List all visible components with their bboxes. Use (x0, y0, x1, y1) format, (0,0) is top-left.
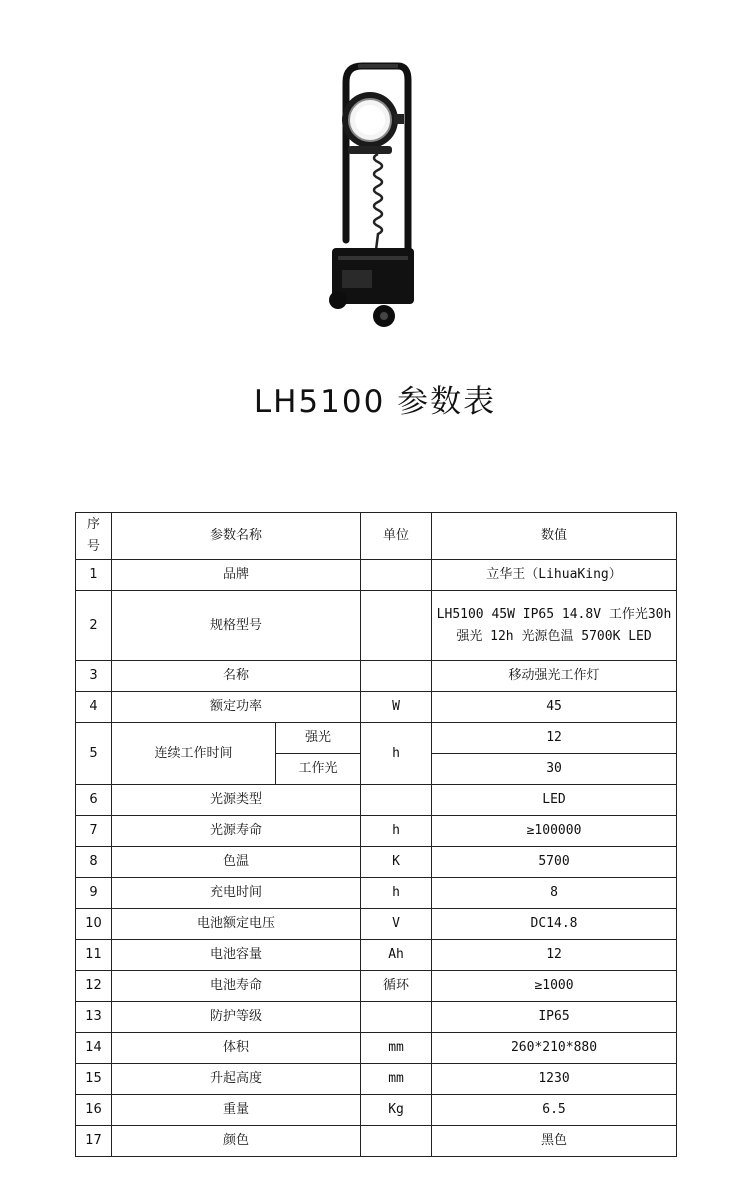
row-value: IP65 (432, 1002, 677, 1033)
row-unit: h (361, 816, 432, 847)
row-value: 45 (432, 692, 677, 723)
table-row (76, 591, 677, 661)
table-row (76, 847, 677, 878)
row-value: 5700 (432, 847, 677, 878)
row-unit: Ah (361, 940, 432, 971)
row-seq: 14 (76, 1033, 112, 1064)
row-name: 额定功率 (112, 692, 361, 723)
row-seq: 12 (76, 971, 112, 1002)
row-seq: 11 (76, 940, 112, 971)
row-seq: 4 (76, 692, 112, 723)
row-seq: 5 (76, 723, 112, 785)
row-value: 12 (432, 940, 677, 971)
row-unit (361, 560, 432, 591)
page-title: LH5100 参数表 (253, 384, 497, 420)
table-row (76, 909, 677, 940)
row-name: 电池额定电压 (112, 909, 361, 940)
row-subname: 工作光 (276, 754, 361, 785)
table-row (76, 692, 677, 723)
table-row (76, 723, 677, 754)
row-seq: 6 (76, 785, 112, 816)
table-row (76, 1064, 677, 1095)
table-row (76, 1095, 677, 1126)
row-name: 充电时间 (112, 878, 361, 909)
row-name: 规格型号 (112, 591, 361, 661)
row-value: 30 (432, 754, 677, 785)
row-value: 黑色 (432, 1126, 677, 1157)
row-name: 色温 (112, 847, 361, 878)
row-name: 颜色 (112, 1126, 361, 1157)
table-row (76, 816, 677, 847)
row-unit: mm (361, 1033, 432, 1064)
row-unit: h (361, 723, 432, 785)
row-value: ≥100000 (432, 816, 677, 847)
row-value: 12 (432, 723, 677, 754)
row-name: 连续工作时间 (112, 723, 276, 785)
row-unit: mm (361, 1064, 432, 1095)
row-value: 8 (432, 878, 677, 909)
row-value: LED (432, 785, 677, 816)
row-value: LH5100 45W IP65 14.8V 工作光30h 强光 12h 光源色温 5700K LED (432, 591, 677, 661)
row-name: 品牌 (112, 560, 361, 591)
row-seq: 9 (76, 878, 112, 909)
row-unit (361, 661, 432, 692)
table-row (76, 560, 677, 591)
row-value: 6.5 (432, 1095, 677, 1126)
row-unit: V (361, 909, 432, 940)
row-subname: 强光 (276, 723, 361, 754)
row-name: 防护等级 (112, 1002, 361, 1033)
row-unit (361, 1126, 432, 1157)
row-name: 重量 (112, 1095, 361, 1126)
row-seq: 13 (76, 1002, 112, 1033)
row-value: 1230 (432, 1064, 677, 1095)
row-seq: 3 (76, 661, 112, 692)
table-header-row (76, 513, 677, 560)
row-value: 移动强光工作灯 (432, 661, 677, 692)
row-unit: W (361, 692, 432, 723)
row-unit (361, 591, 432, 661)
header-seq: 序号 (76, 513, 112, 560)
row-value: 立华王（LihuaKing） (432, 560, 677, 591)
row-value: DC14.8 (432, 909, 677, 940)
row-unit: K (361, 847, 432, 878)
table-row (76, 971, 677, 1002)
table-row (76, 1002, 677, 1033)
product-image (318, 60, 428, 330)
row-seq: 1 (76, 560, 112, 591)
row-unit (361, 1002, 432, 1033)
header-unit: 单位 (361, 513, 432, 560)
row-unit: 循环 (361, 971, 432, 1002)
table-row (76, 1033, 677, 1064)
row-name: 升起高度 (112, 1064, 361, 1095)
row-name: 名称 (112, 661, 361, 692)
header-value: 数值 (432, 513, 677, 560)
row-name: 体积 (112, 1033, 361, 1064)
row-seq: 15 (76, 1064, 112, 1095)
table-row (76, 661, 677, 692)
row-seq: 2 (76, 591, 112, 661)
row-unit (361, 785, 432, 816)
table-row (76, 1126, 677, 1157)
row-seq: 10 (76, 909, 112, 940)
row-name: 光源寿命 (112, 816, 361, 847)
row-seq: 16 (76, 1095, 112, 1126)
row-unit: h (361, 878, 432, 909)
row-value: ≥1000 (432, 971, 677, 1002)
row-seq: 17 (76, 1126, 112, 1157)
table-row (76, 940, 677, 971)
header-name: 参数名称 (112, 513, 361, 560)
spec-table (75, 512, 677, 1157)
row-name: 电池寿命 (112, 971, 361, 1002)
row-seq: 8 (76, 847, 112, 878)
row-seq: 7 (76, 816, 112, 847)
table-row (76, 785, 677, 816)
row-value: 260*210*880 (432, 1033, 677, 1064)
table-row (76, 878, 677, 909)
row-name: 电池容量 (112, 940, 361, 971)
row-unit: Kg (361, 1095, 432, 1126)
row-name: 光源类型 (112, 785, 361, 816)
